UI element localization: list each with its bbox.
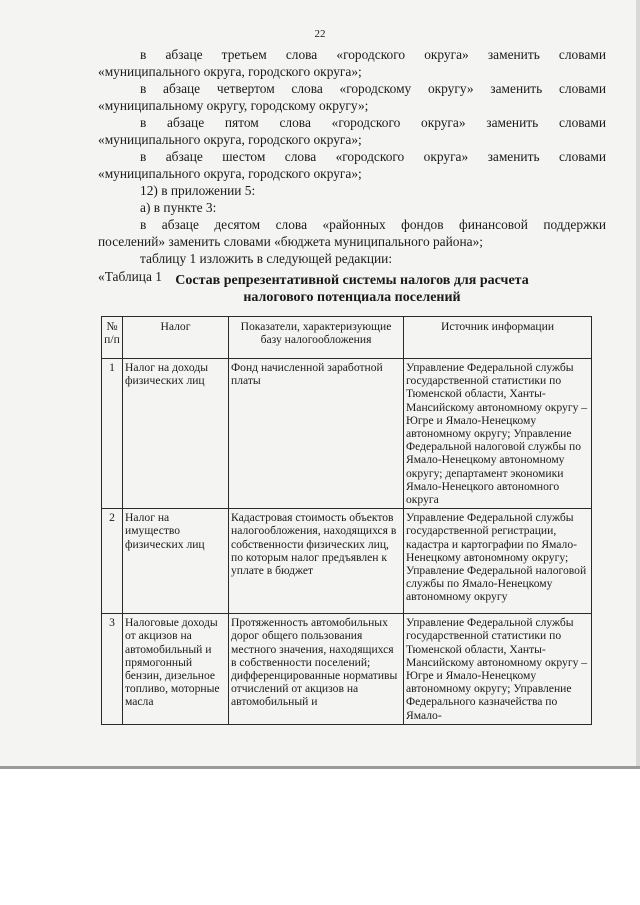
- paragraph-line: 12) в приложении 5:: [140, 183, 256, 198]
- table-title-line: налогового потенциала поселений: [243, 290, 461, 305]
- table-row: [102, 509, 592, 614]
- paragraph-line: в абзаце четвертом слова «городскому округу» заменить словами: [140, 81, 606, 96]
- cell-tax: Налог на имущество физических лиц: [123, 509, 229, 614]
- paragraph-line: в абзаце десятом слова «районных фондов финансовой поддержки: [140, 217, 606, 232]
- header-tax: Налог: [123, 317, 229, 359]
- body-text: [98, 46, 606, 285]
- cell-source: Управление Федеральной службы государственной статистики по Тюменской области, Ханты-Мансийскому автономному округу – Югре и Ямало-Ненецкому автономному округу; Управление Федерального казначейства по Ямало-: [404, 614, 592, 725]
- paragraph-line: «муниципального округа, городского округа»;: [98, 132, 362, 147]
- cell-num: 2: [102, 509, 123, 614]
- paragraph-line: в абзаце шестом слова «городского округа» заменить словами: [140, 149, 606, 164]
- page-number: 22: [314, 28, 326, 40]
- table-row: [102, 359, 592, 509]
- cell-num: 3: [102, 614, 123, 725]
- header-indicator: Показатели, характеризующие базу налогообложения: [229, 317, 404, 359]
- paragraph-line: таблицу 1 изложить в следующей редакции:: [140, 251, 393, 266]
- cell-num: 1: [102, 359, 123, 509]
- cell-indicator: Фонд начисленной заработной платы: [229, 359, 404, 509]
- cell-tax: Налоговые доходы от акцизов на автомобильный и прямогонный бензин, дизельное топливо, моторные масла: [123, 614, 229, 725]
- paragraph-line: поселений» заменить словами «бюджета муниципального района»;: [98, 234, 484, 249]
- paragraph-line: в абзаце пятом слова «городского округа» заменить словами: [140, 115, 606, 130]
- table-header-row: [102, 317, 592, 359]
- table-title-line: Состав репрезентативной системы налогов для расчета: [175, 273, 529, 288]
- paragraph-line: «муниципального округа, городского округа»;: [98, 166, 362, 181]
- table-title: [98, 272, 606, 306]
- paragraph-line: «муниципальному округу, городскому округу»;: [98, 98, 369, 113]
- paragraph-line: а) в пункте 3:: [140, 200, 217, 215]
- cell-source: Управление Федеральной службы государственной регистрации, кадастра и картографии по Ямало-Ненецкому автономному округу; Управление Федеральной налоговой службы по Ямало-Ненецкому автономному округу: [404, 509, 592, 614]
- table-row: [102, 614, 592, 725]
- table-caption: «Таблица 1: [98, 269, 162, 284]
- header-source: Источник информации: [404, 317, 592, 359]
- cell-source: Управление Федеральной службы государственной статистики по Тюменской области, Ханты-Мансийскому автономному округу – Югре и Ямало-Ненецкому автономному округу; Управление Федеральной налоговой службы по Ямало-Ненецкому автономному округу; департамент экономики Ямало-Ненецкого автономного округа: [404, 359, 592, 509]
- cell-tax: Налог на доходы физических лиц: [123, 359, 229, 509]
- cell-indicator: Протяженность автомобильных дорог общего пользования местного значения, находящихся в собственности поселений; дифференцированные нормативы отчислений от акцизов на автомобильный и: [229, 614, 404, 725]
- paragraph-line: в абзаце третьем слова «городского округа» заменить словами: [140, 47, 606, 62]
- tax-table: [101, 316, 592, 725]
- page-edge-shadow: [636, 0, 640, 766]
- cell-indicator: Кадастровая стоимость объектов налогообложения, находящихся в собственности физических лиц, по которым налог предъявлен к уплате в бюджет: [229, 509, 404, 614]
- header-num: № п/п: [102, 317, 123, 359]
- paragraph-line: «муниципального округа, городского округа»;: [98, 64, 362, 79]
